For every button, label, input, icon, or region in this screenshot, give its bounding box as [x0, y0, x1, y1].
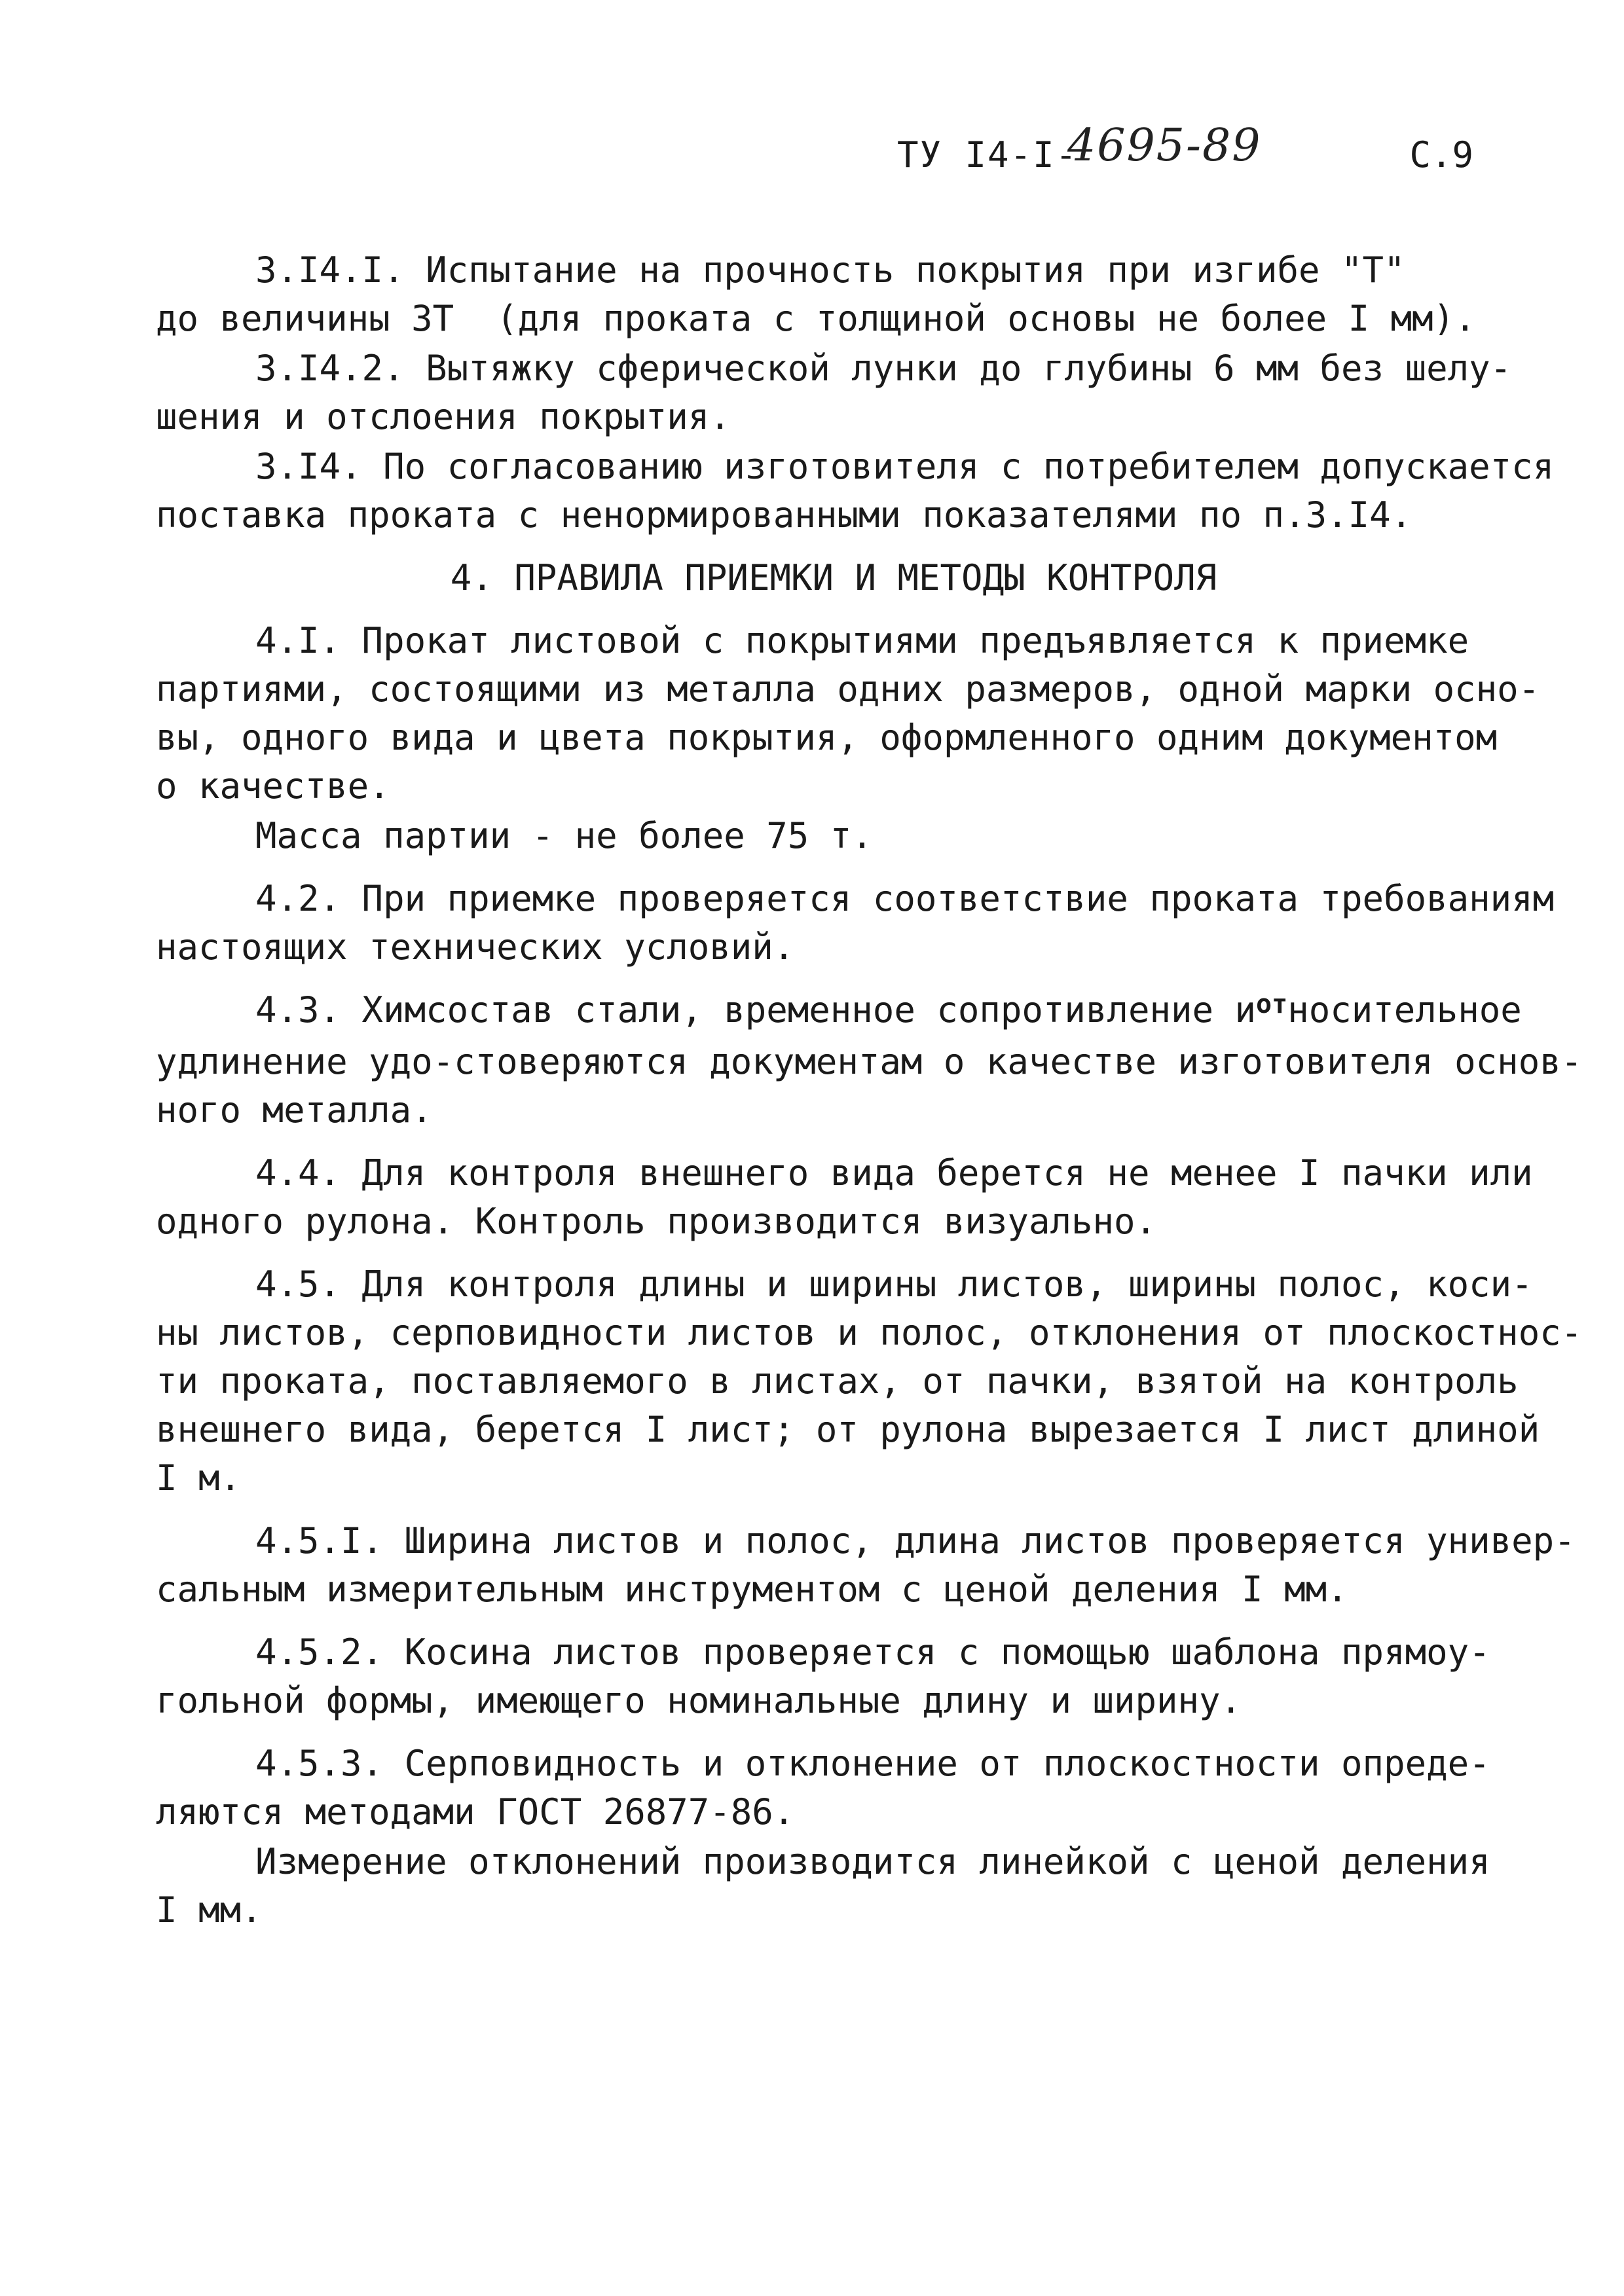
- text-line: о качестве.: [156, 765, 390, 807]
- text-line: ляются методами ГОСТ 26877-86.: [156, 1791, 795, 1832]
- section-heading: 4. ПРАВИЛА ПРИЕМКИ И МЕТОДЫ КОНТРОЛЯ: [450, 557, 1217, 598]
- paragraph-measurement: [156, 1838, 1511, 1935]
- text-line: 3.I4.I. Испытание на прочность покрытия при изгибе "Т": [255, 249, 1405, 291]
- text-line: вы, одного вида и цвета покрытия, оформленного одним документом: [156, 717, 1498, 758]
- text-fragment: 4.3. Химсостав стали, временное сопротивление и: [255, 989, 1257, 1030]
- text-line: 4.5.3. Серповидность и отклонение от плоскостности опреде-: [255, 1743, 1490, 1784]
- text-line: до величины 3Т (для проката с толщиной основы не более I мм).: [156, 298, 1476, 339]
- text-line: шения и отслоения покрытия.: [156, 396, 731, 437]
- text-line: 4.5.2. Косина листов проверяется с помощью шаблона прямоу-: [255, 1631, 1490, 1673]
- text-line: 4.4. Для контроля внешнего вида берется не менее I пачки или: [255, 1152, 1533, 1194]
- document-code-handwritten: 4695-89: [1067, 120, 1262, 172]
- document-code-prefix: ТУ I4-I-: [897, 134, 1079, 175]
- text-line: 4.5.I. Ширина листов и полос, длина листов проверяется универ-: [255, 1520, 1576, 1561]
- text-line: 3.I4. По согласованию изготовителя с потребителем допускается: [255, 446, 1555, 487]
- document-body: [156, 246, 1583, 1935]
- handwritten-insert: от: [1256, 989, 1288, 1019]
- text-line: I м.: [156, 1457, 242, 1499]
- text-line: поставка проката с ненормированными показателями по п.3.I4.: [156, 494, 1412, 536]
- text-line: 4.2. При приемке проверяется соответствие проката требованиям: [255, 878, 1555, 919]
- paragraph-4-5-3: [156, 1740, 1511, 1836]
- paragraph-3-14-1: [156, 246, 1511, 343]
- paragraph-4-2: [156, 875, 1555, 972]
- text-fragment: носительное: [1287, 989, 1522, 1030]
- text-line: 4.5. Для контроля длины и ширины листов, ширины полос, коси-: [255, 1264, 1533, 1305]
- text-line: I мм.: [156, 1889, 263, 1931]
- text-line: ного металла.: [156, 1089, 433, 1131]
- paragraph-4-4: [156, 1149, 1533, 1246]
- text-line: ти проката, поставляемого в листах, от пачки, взятой на контроль: [156, 1360, 1519, 1402]
- text-line: настоящих технических условий.: [156, 926, 795, 968]
- text-line: внешнего вида, берется I лист; от рулона вырезается I лист длиной: [156, 1409, 1540, 1450]
- text-line: сальным измерительным инструментом с ценой деления I мм.: [156, 1569, 1348, 1610]
- text-line: партиями, состоящими из металла одних размеров, одной марки осно-: [156, 668, 1540, 710]
- text-line: 3.I4.2. Вытяжку сферической лунки до глубины 6 мм без шелу-: [255, 348, 1512, 389]
- paragraph-batch-mass: [156, 812, 1511, 860]
- paragraph-4-5: [156, 1260, 1583, 1503]
- text-line: одного рулона. Контроль производится визуально.: [156, 1201, 1157, 1242]
- text-line: ны листов, серповидности листов и полос, отклонения от плоскостнос-: [156, 1312, 1583, 1353]
- paragraph-4-3: [156, 986, 1583, 1135]
- page-number: С.9: [1409, 134, 1473, 175]
- paragraph-3-14-2: [156, 344, 1511, 441]
- paragraph-4-1: [156, 617, 1540, 811]
- paragraph-4-5-2: [156, 1628, 1511, 1725]
- text-line: Измерение отклонений производится линейкой с ценой деления: [255, 1841, 1490, 1882]
- text-line: удлинение удо-стоверяются документам о качестве изготовителя основ-: [156, 1041, 1583, 1082]
- text-line: [156, 986, 1522, 1038]
- paragraph-3-14: [156, 443, 1555, 539]
- paragraph-4-5-1: [156, 1517, 1576, 1614]
- text-line: 4.I. Прокат листовой с покрытиями предъявляется к приемке: [255, 620, 1469, 661]
- text-line: Масса партии - не более 75 т.: [255, 815, 873, 856]
- text-line: гольной формы, имеющего номинальные длину и ширину.: [156, 1680, 1242, 1721]
- page-header: [897, 120, 1473, 183]
